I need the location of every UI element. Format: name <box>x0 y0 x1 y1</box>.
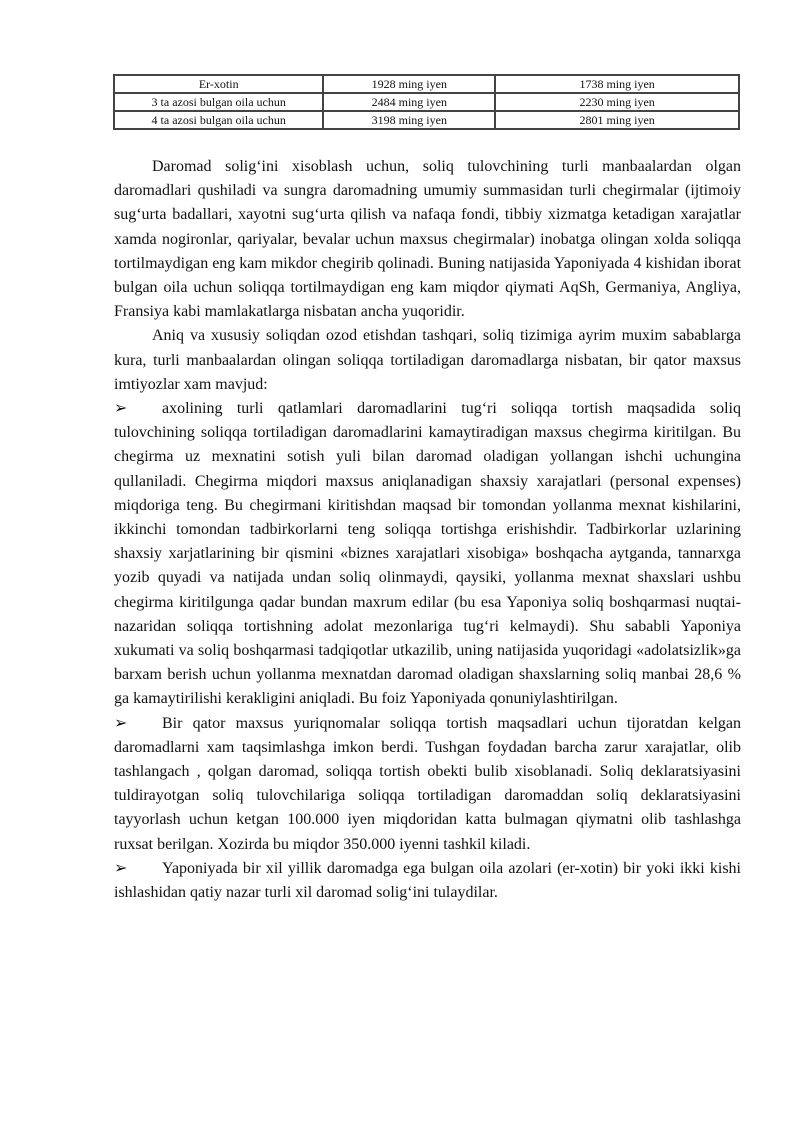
income-table <box>113 74 740 130</box>
table-cell: 1928 ming iyen <box>323 75 495 93</box>
bullet-item <box>114 712 741 857</box>
bullet-text: Yaponiyada bir xil yillik daromadga ega bulgan oila azolari (er-xotin) bir yoki ikki kishi ishlashidan qatiy nazar turli xil daromad solig‘ini tulaydilar. <box>114 859 741 902</box>
paragraph: Aniq va xususiy soliqdan ozod etishdan tashqari, soliq tizimiga ayrim muxim sabablarga kura, turli manbaalardan olingan soliqqa tortiladigan daromadlarga nisbatan, bir qator maxsus imtiyozlar xam mavjud: <box>114 327 741 393</box>
table-cell: 4 ta azosi bulgan oila uchun <box>114 111 323 129</box>
table-cell: 3198 ming iyen <box>323 111 495 129</box>
body-text <box>114 155 741 905</box>
table-cell: 3 ta azosi bulgan oila uchun <box>114 93 323 111</box>
table-cell: 2801 ming iyen <box>495 111 739 129</box>
bullet-arrow-icon: ➢ <box>114 400 128 418</box>
document-page <box>114 74 741 905</box>
bullet-arrow-icon: ➢ <box>114 859 128 877</box>
table-cell: 1738 ming iyen <box>495 75 739 93</box>
bullet-item <box>114 397 741 712</box>
table-cell: Er-xotin <box>114 75 323 93</box>
bullet-text: Bir qator maxsus yuriqnomalar soliqqa tortish maqsadlari uchun tijoratdan kelgan daromadlarni xam taqsimlashga imkon berdi. Tushgan foydadan barcha zarur xarajatlar, olib tashlangach , qolgan daromad, soliqqa tortish obekti bulib xisoblanadi. Soliq deklaratsiyasini tuldirayotgan soliq tulovchilariga soliqqa tortiladigan daromaddan soliq deklaratsiyasini tayyorlash uchun ketgan 100.000 iyen miqdoridan katta bulmagan qiymatni olib tashlashga ruxsat berilgan. Xozirda bu miqdor 350.000 iyenni tashkil kiladi. <box>114 714 741 853</box>
paragraph: Daromad solig‘ini xisoblash uchun, soliq tulovchining turli manbaalardan olgan daromadlari qushiladi va sungra daromadning umumiy summasidan turli chegirmalar (ijtimoiy sug‘urta badallari, xayotni sug‘urta qilish va nafaqa fondi, tibbiy xizmatga ketadigan xarajatlar xamda nogironlar, qariyalar, bevalar uchun maxsus chegirmalar) inobatga olingan xolda soliqqa tortilmaydigan eng kam mikdor chegirib qolinadi. Buning natijasida Yaponiyada 4 kishidan iborat bulgan oila uchun soliqqa tortilmaydigan eng kam miqdor qiymati AqSh, Germaniya, Angliya, Fransiya kabi mamlakatlarga nisbatan ancha yuqoridir. <box>114 158 742 321</box>
table-row <box>114 93 739 111</box>
table-cell: 2484 ming iyen <box>323 93 495 111</box>
bullet-text: axolining turli qatlamlari daromadlarini tug‘ri soliqqa tortish maqsadida soliq tulovchining soliqqa tortiladigan daromadlarini kamaytiradigan maxsus chegirma kiritilgan. Bu chegirma uz mexnatini sotish yuli bilan daromad oladigan yollangan ishchi uchungina qullaniladi. Chegirma miqdori maxsus aniqlanadigan shaxsiy xarajatlari (personal expenses) miqdoriga teng. Bu chegirmani kiritishdan maqsad bir tomondan yollanma mexnat kishilarini, ikkinchi tomondan tadbirkorlarni teng soliqqa tortishga erishishdir. Tadbirkorlar uzlarining shaxsiy xarjatlarining bir qismini «biznes xarajatlari xisobiga» boshqacha aytganda, tannarxga yozib quyadi va natijada undan soliq olinmaydi, qaysiki, yollanma mexnat shaxslari ushbu chegirma kiritilgunga qadar bundan maxrum edilar (bu esa Yaponiya soliq boshqarmasi nuqtai-nazaridan soliqqa tortishning adolat mezonlariga tug‘ri kelmaydi). Shu sababli Yaponiya xukumati va soliq boshqarmasi tadqiqotlar utkazilib, uning natijasida yuqoridagi «adolatsizlik»ga barxam berish uchun yollanma mexnatdan daromad oladigan shaxslarning soliq manbai 28,6 % ga kamaytirilishi kerakligini aniqladi. Bu foiz Yaponiyada qonuniylashtirilgan. <box>114 400 741 708</box>
table-row <box>114 111 739 129</box>
table-row <box>114 75 739 93</box>
bullet-arrow-icon: ➢ <box>114 714 128 732</box>
table-cell: 2230 ming iyen <box>495 93 739 111</box>
bullet-item <box>114 857 741 905</box>
